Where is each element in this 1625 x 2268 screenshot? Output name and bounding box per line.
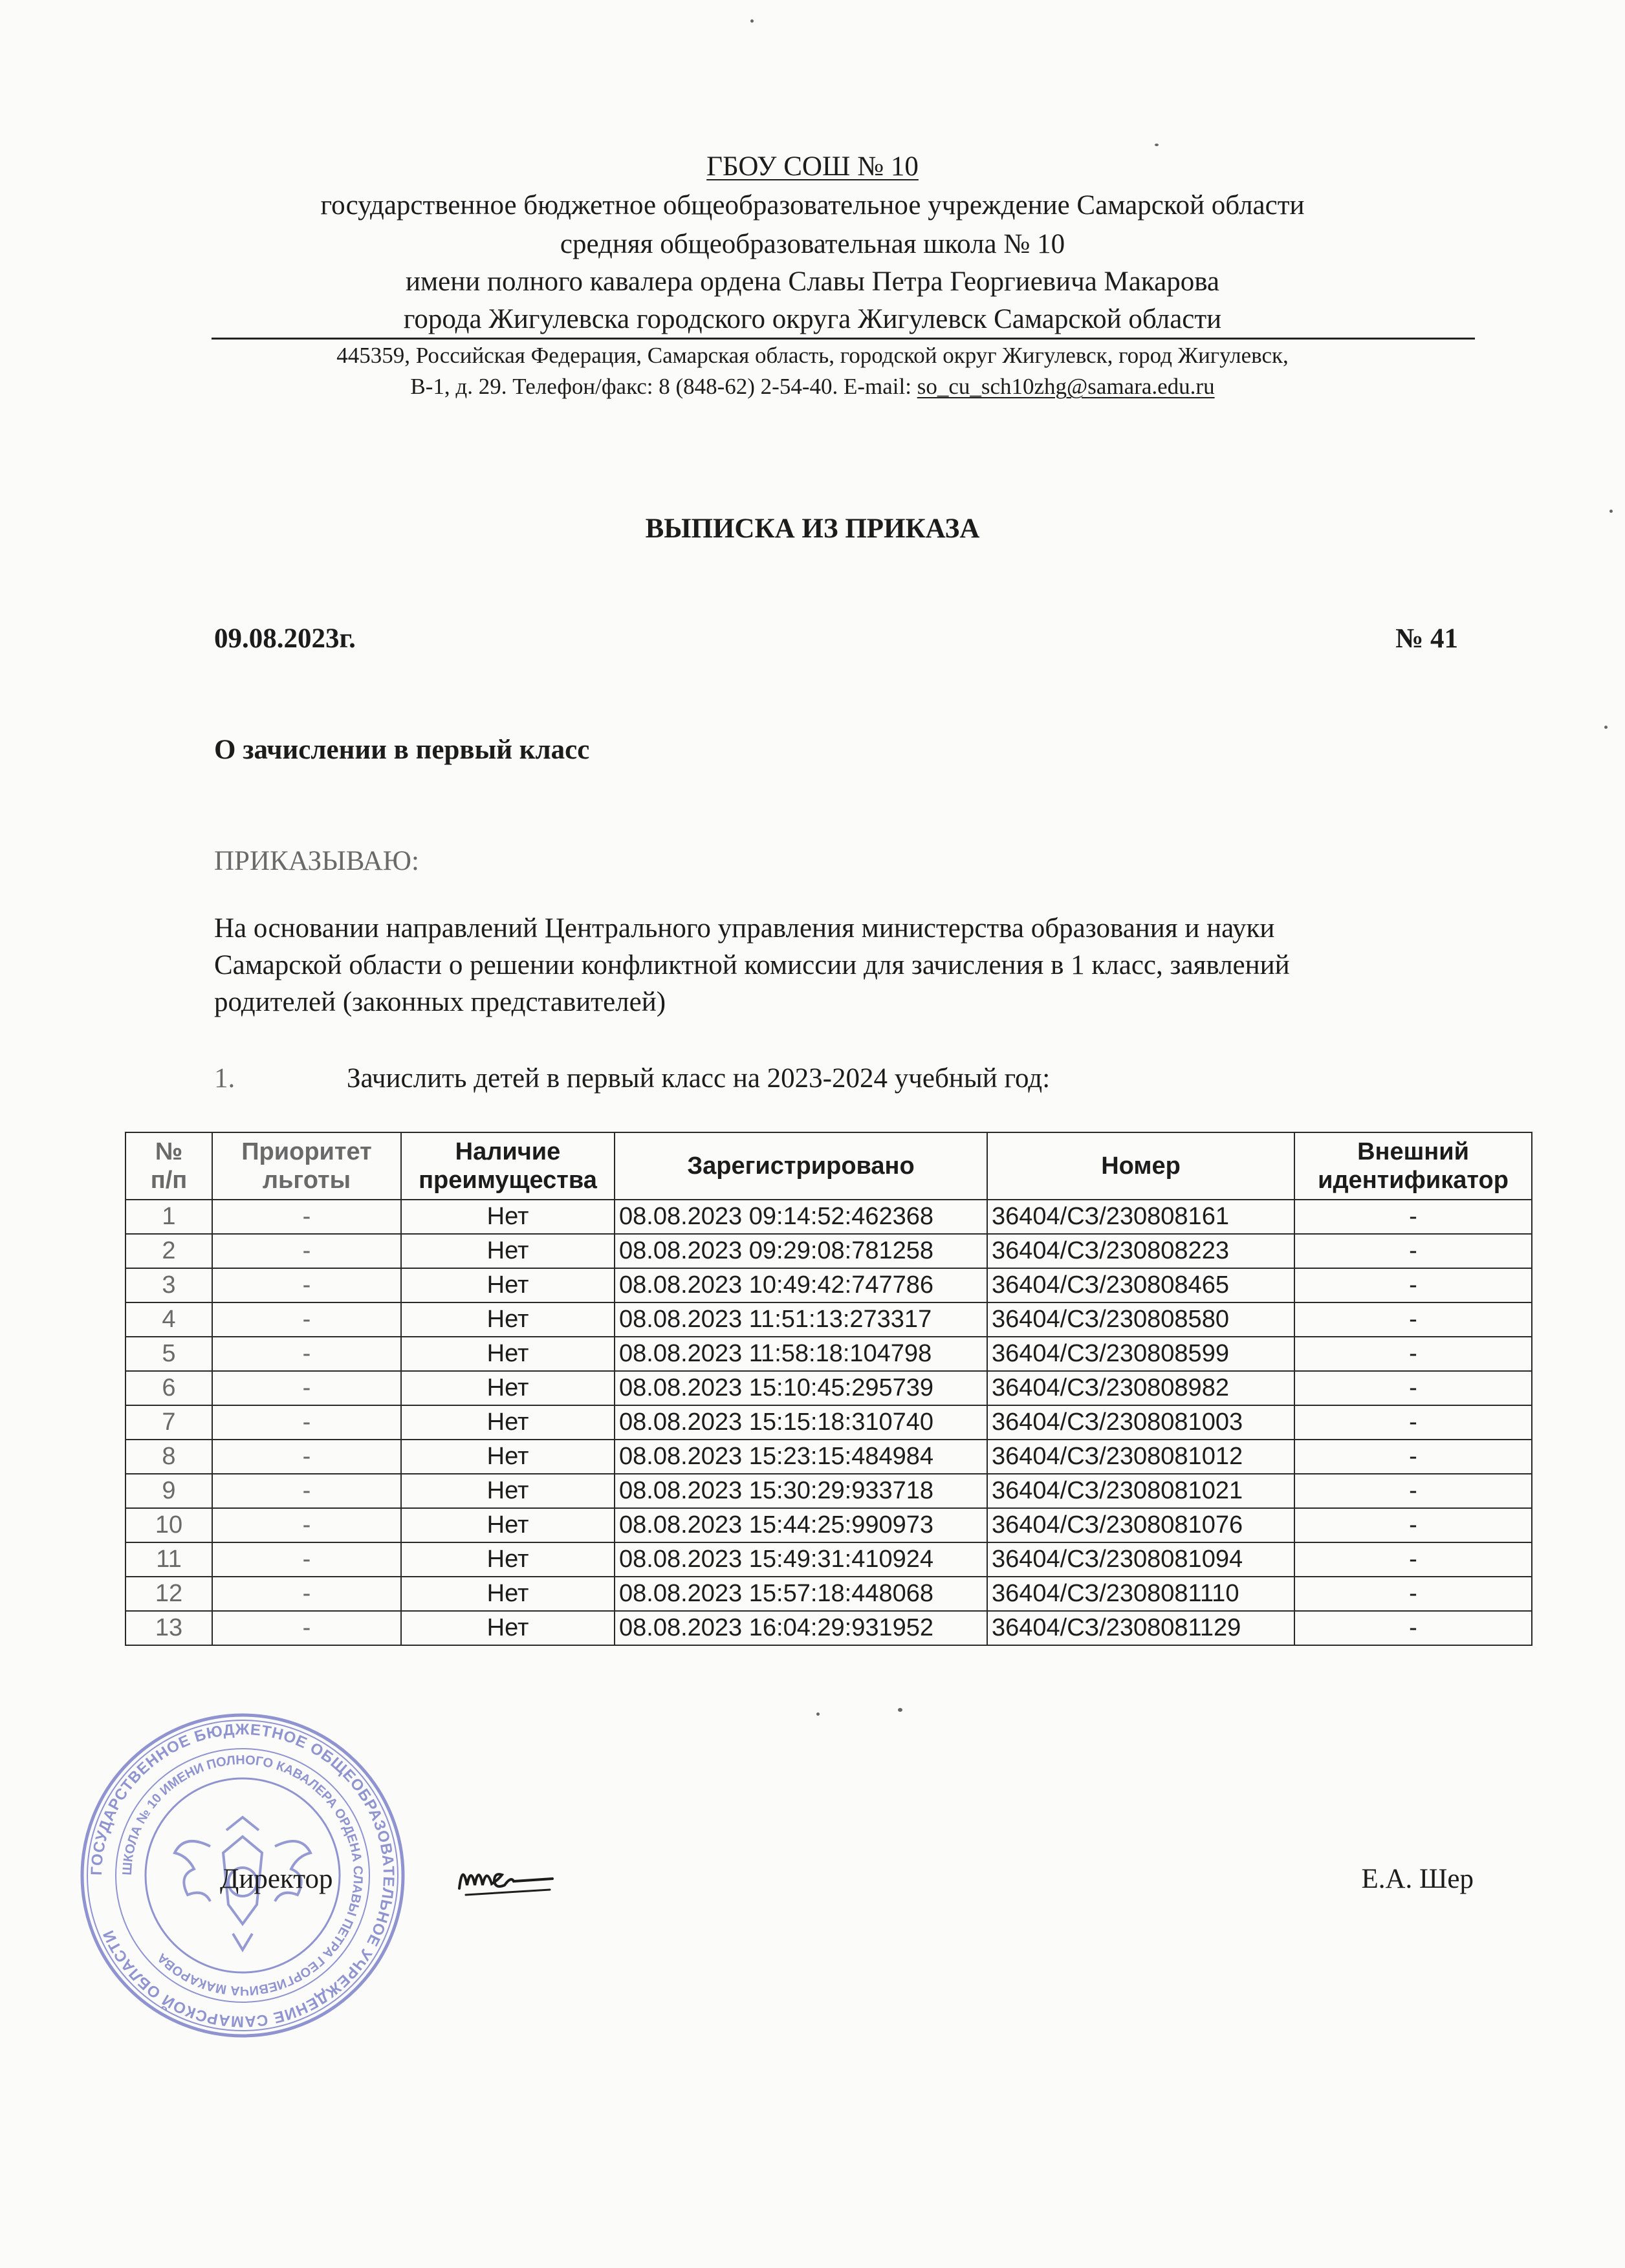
cell-advantage: Нет — [401, 1542, 615, 1577]
signatory-name: Е.А. Шер — [1361, 1864, 1474, 1894]
table-row — [125, 1508, 1532, 1542]
cell-external-id: - — [1294, 1474, 1532, 1508]
scan-speck — [898, 1708, 902, 1712]
cell-number: 36404/СЗ/2308081003 — [987, 1405, 1294, 1440]
cell-registered: 08.08.2023 15:57:18:448068 — [615, 1577, 987, 1611]
table-row — [125, 1337, 1532, 1371]
order-number: № 41 — [1395, 623, 1458, 654]
svg-text:ГОСУДАРСТВЕННОЕ БЮДЖЕТНОЕ ОБЩЕ: ГОСУДАРСТВЕННОЕ БЮДЖЕТНОЕ ОБЩЕОБРАЗОВАТЕЛЬНОЕ УЧРЕЖДЕНИЕ САМАРСКОЙ ОБЛАСТИ — [87, 1720, 398, 2031]
cell-index: 13 — [125, 1611, 212, 1645]
order-word: ПРИКАЗЫВАЮ: — [214, 846, 419, 876]
scan-speck — [750, 19, 754, 23]
cell-number: 36404/СЗ/230808223 — [987, 1234, 1294, 1268]
cell-priority: - — [212, 1200, 401, 1234]
table-row — [125, 1611, 1532, 1645]
cell-external-id: - — [1294, 1302, 1532, 1337]
table-row — [125, 1302, 1532, 1337]
cell-registered: 08.08.2023 16:04:29:931952 — [615, 1611, 987, 1645]
enrollment-table — [125, 1132, 1532, 1646]
school-full-name-line-2: средняя общеобразовательная школа № 10 — [560, 229, 1065, 259]
table-body — [125, 1200, 1532, 1645]
cell-registered: 08.08.2023 15:30:29:933718 — [615, 1474, 987, 1508]
scan-speck — [1155, 144, 1159, 146]
address-contacts: В-1, д. 29. Телефон/факс: 8 (848-62) 2-54-40. E-mail: — [410, 374, 917, 399]
cell-registered: 08.08.2023 15:10:45:295739 — [615, 1371, 987, 1405]
basis-line-2: Самарской области о решении конфликтной комиссии для зачисления в 1 класс, заявлений — [214, 950, 1290, 980]
item-number: 1. — [214, 1063, 235, 1094]
cell-priority: - — [212, 1474, 401, 1508]
cell-priority: - — [212, 1611, 401, 1645]
cell-index: 2 — [125, 1234, 212, 1268]
cell-priority: - — [212, 1542, 401, 1577]
table-row — [125, 1268, 1532, 1302]
table-row — [125, 1542, 1532, 1577]
cell-priority: - — [212, 1577, 401, 1611]
cell-number: 36404/СЗ/2308081129 — [987, 1611, 1294, 1645]
cell-priority: - — [212, 1268, 401, 1302]
col-header-external-id: Внешний идентификатор — [1294, 1132, 1532, 1200]
cell-external-id: - — [1294, 1268, 1532, 1302]
address-line-1: 445359, Российская Федерация, Самарская область, городской округ Жигулевск, город Жигулевск, — [336, 343, 1289, 368]
scan-speck — [1604, 726, 1608, 729]
cell-external-id: - — [1294, 1508, 1532, 1542]
cell-registered: 08.08.2023 15:15:18:310740 — [615, 1405, 987, 1440]
table-row — [125, 1200, 1532, 1234]
cell-external-id: - — [1294, 1371, 1532, 1405]
cell-advantage: Нет — [401, 1268, 615, 1302]
cell-advantage: Нет — [401, 1200, 615, 1234]
cell-index: 8 — [125, 1440, 212, 1474]
table-row — [125, 1405, 1532, 1440]
cell-priority: - — [212, 1302, 401, 1337]
cell-index: 1 — [125, 1200, 212, 1234]
school-full-name-line-1: государственное бюджетное общеобразовательное учреждение Самарской области — [320, 190, 1305, 221]
table-row — [125, 1371, 1532, 1405]
col-header-index: № п/п — [125, 1132, 212, 1200]
table-row — [125, 1474, 1532, 1508]
cell-advantage: Нет — [401, 1405, 615, 1440]
cell-advantage: Нет — [401, 1474, 615, 1508]
cell-external-id: - — [1294, 1337, 1532, 1371]
cell-registered: 08.08.2023 09:29:08:781258 — [615, 1234, 987, 1268]
cell-registered: 08.08.2023 11:51:13:273317 — [615, 1302, 987, 1337]
cell-index: 10 — [125, 1508, 212, 1542]
cell-registered: 08.08.2023 09:14:52:462368 — [615, 1200, 987, 1234]
order-subject: О зачислении в первый класс — [214, 735, 590, 765]
cell-number: 36404/СЗ/230808599 — [987, 1337, 1294, 1371]
email-link[interactable]: so_cu_sch10zhg@samara.edu.ru — [917, 374, 1215, 399]
cell-index: 7 — [125, 1405, 212, 1440]
cell-number: 36404/СЗ/230808982 — [987, 1371, 1294, 1405]
header-divider — [212, 338, 1475, 340]
basis-line-3: родителей (законных представителей) — [214, 987, 666, 1017]
signatory-position: Директор — [220, 1864, 333, 1894]
cell-external-id: - — [1294, 1542, 1532, 1577]
cell-external-id: - — [1294, 1234, 1532, 1268]
cell-priority: - — [212, 1405, 401, 1440]
cell-external-id: - — [1294, 1611, 1532, 1645]
cell-number: 36404/СЗ/230808580 — [987, 1302, 1294, 1337]
cell-external-id: - — [1294, 1440, 1532, 1474]
cell-number: 36404/СЗ/2308081021 — [987, 1474, 1294, 1508]
cell-registered: 08.08.2023 15:44:25:990973 — [615, 1508, 987, 1542]
cell-index: 3 — [125, 1268, 212, 1302]
cell-index: 4 — [125, 1302, 212, 1337]
cell-external-id: - — [1294, 1200, 1532, 1234]
cell-advantage: Нет — [401, 1577, 615, 1611]
cell-number: 36404/СЗ/2308081094 — [987, 1542, 1294, 1577]
svg-text:ШКОЛА № 10 ИМЕНИ ПОЛНОГО КАВАЛ: ШКОЛА № 10 ИМЕНИ ПОЛНОГО КАВАЛЕРА ОРДЕНА СЛАВЫ ПЕТРА ГЕОРГИЕВИЧА МАКАРОВА — [120, 1753, 365, 1998]
cell-advantage: Нет — [401, 1302, 615, 1337]
cell-advantage: Нет — [401, 1371, 615, 1405]
cell-index: 6 — [125, 1371, 212, 1405]
document-heading: ВЫПИСКА ИЗ ПРИКАЗА — [645, 513, 980, 544]
cell-advantage: Нет — [401, 1611, 615, 1645]
cell-index: 11 — [125, 1542, 212, 1577]
table-row — [125, 1577, 1532, 1611]
school-short-title: ГБОУ СОШ № 10 — [706, 151, 919, 182]
cell-advantage: Нет — [401, 1234, 615, 1268]
table-row — [125, 1440, 1532, 1474]
col-header-registered: Зарегистрировано — [615, 1132, 987, 1200]
school-full-name-line-3: имени полного кавалера ордена Славы Петра Георгиевича Макарова — [405, 266, 1220, 297]
item-text: Зачислить детей в первый класс на 2023-2024 учебный год: — [347, 1063, 1051, 1094]
cell-number: 36404/СЗ/2308081076 — [987, 1508, 1294, 1542]
handwritten-signature — [453, 1850, 563, 1908]
cell-number: 36404/СЗ/230808465 — [987, 1268, 1294, 1302]
cell-priority: - — [212, 1337, 401, 1371]
cell-number: 36404/СЗ/230808161 — [987, 1200, 1294, 1234]
address-line-2 — [0, 373, 1625, 401]
cell-number: 36404/СЗ/2308081110 — [987, 1577, 1294, 1611]
basis-line-1: На основании направлений Центрального управления министерства образования и науки — [214, 913, 1275, 944]
cell-advantage: Нет — [401, 1440, 615, 1474]
cell-index: 12 — [125, 1577, 212, 1611]
cell-index: 5 — [125, 1337, 212, 1371]
cell-advantage: Нет — [401, 1508, 615, 1542]
cell-priority: - — [212, 1371, 401, 1405]
cell-number: 36404/СЗ/2308081012 — [987, 1440, 1294, 1474]
cell-priority: - — [212, 1234, 401, 1268]
cell-registered: 08.08.2023 15:49:31:410924 — [615, 1542, 987, 1577]
cell-index: 9 — [125, 1474, 212, 1508]
cell-external-id: - — [1294, 1405, 1532, 1440]
scan-speck — [816, 1712, 820, 1716]
school-full-name-line-4: города Жигулевска городского округа Жигулевск Самарской области — [403, 304, 1222, 334]
cell-priority: - — [212, 1440, 401, 1474]
col-header-advantage: Наличие преимущества — [401, 1132, 615, 1200]
col-header-priority: Приоритет льготы — [212, 1132, 401, 1200]
cell-registered: 08.08.2023 10:49:42:747786 — [615, 1268, 987, 1302]
scan-speck — [1609, 510, 1613, 513]
cell-external-id: - — [1294, 1577, 1532, 1611]
cell-registered: 08.08.2023 15:23:15:484984 — [615, 1440, 987, 1474]
order-date: 09.08.2023г. — [214, 623, 356, 654]
table-row — [125, 1234, 1532, 1268]
cell-advantage: Нет — [401, 1337, 615, 1371]
table-header-row — [125, 1132, 1532, 1200]
cell-registered: 08.08.2023 11:58:18:104798 — [615, 1337, 987, 1371]
col-header-number: Номер — [987, 1132, 1294, 1200]
cell-priority: - — [212, 1508, 401, 1542]
